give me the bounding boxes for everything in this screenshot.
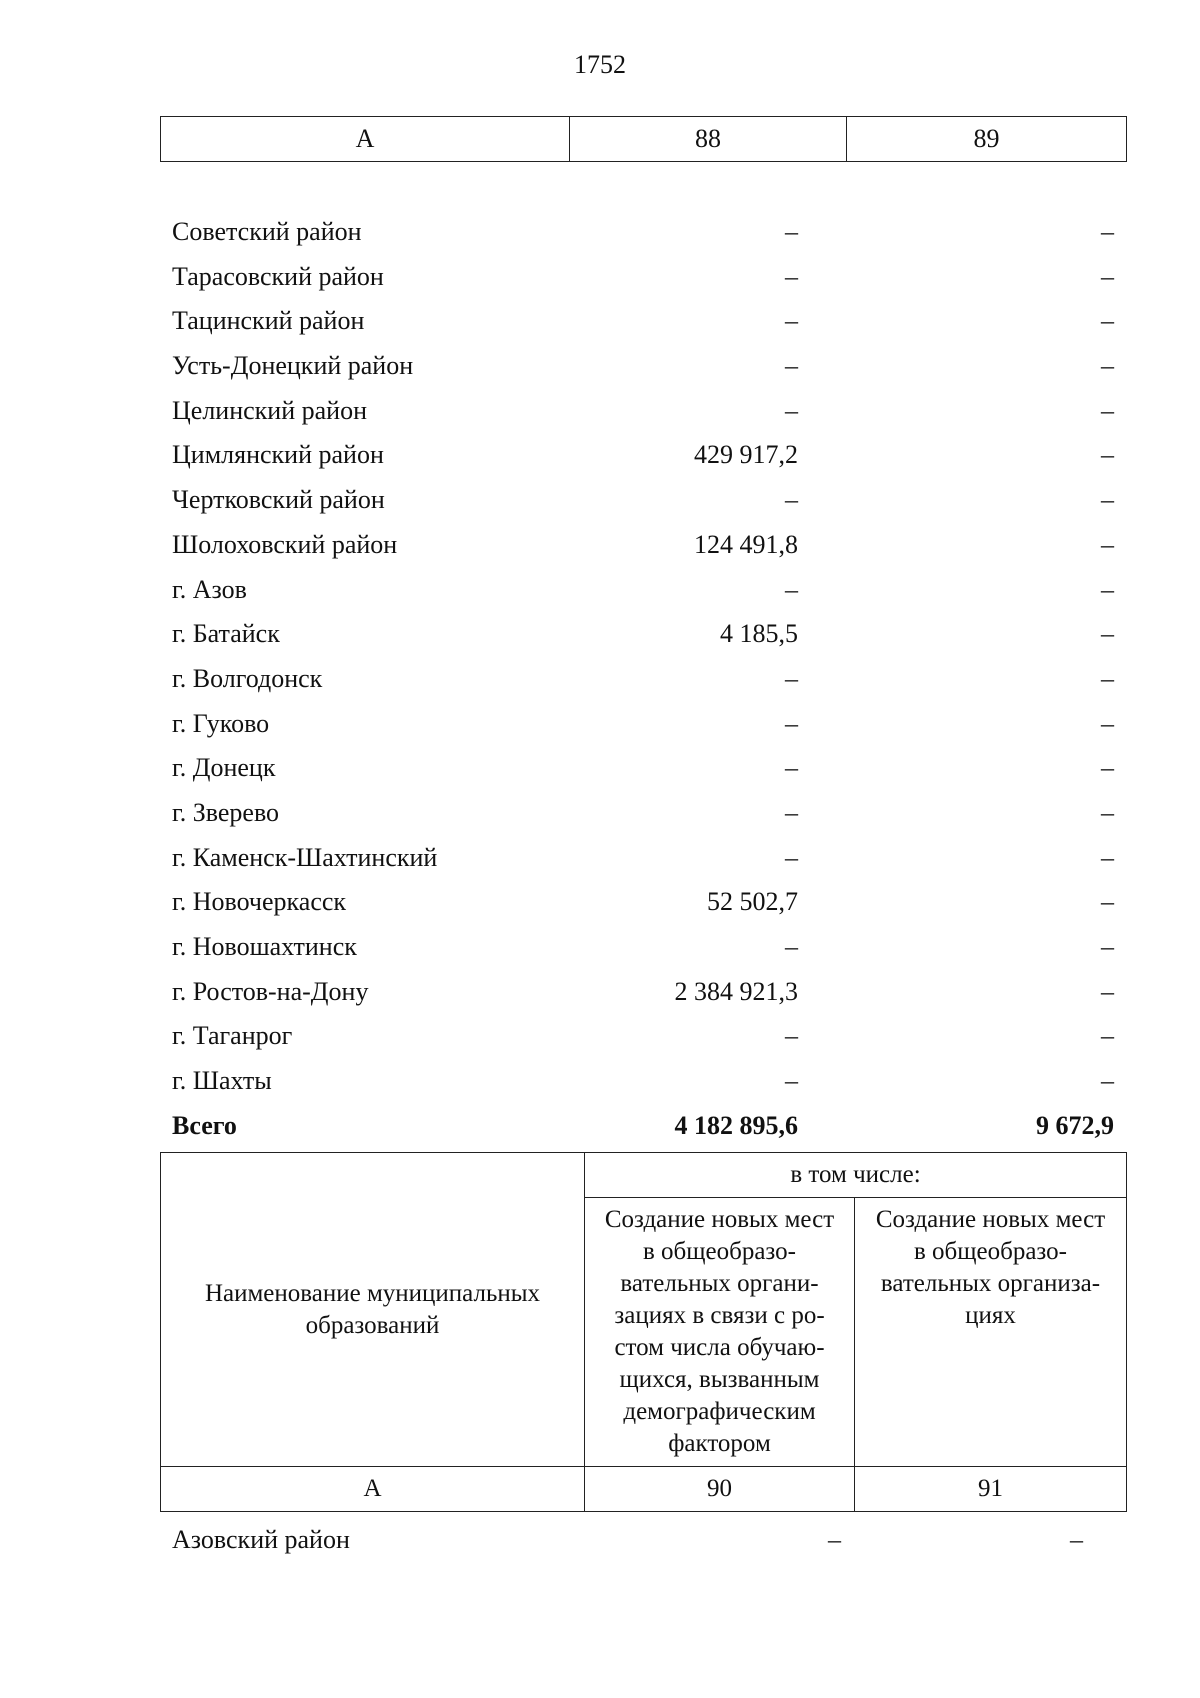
- row-value-89: –: [1101, 1021, 1114, 1051]
- municipality-name-header: Наименование муниципальных образований: [161, 1153, 585, 1467]
- row-value-88: –: [785, 1066, 798, 1096]
- row-name: г. Азов: [172, 574, 247, 604]
- row-name: г. Новошахтинск: [172, 932, 357, 961]
- row-value-88: –: [785, 1021, 798, 1051]
- table-row: [160, 657, 1126, 702]
- header-col-91: 91: [855, 1467, 1127, 1512]
- row-name: Тарасовский район: [172, 261, 384, 291]
- table-row: [160, 523, 1126, 568]
- row-name: Шолоховский район: [172, 529, 398, 559]
- header-col-90: 90: [585, 1467, 855, 1512]
- row-value-88: –: [785, 574, 798, 604]
- row-value-88: –: [785, 663, 798, 693]
- row-name: Чертковский район: [172, 485, 385, 515]
- row-name: г. Батайск: [172, 619, 280, 649]
- total-value-88: 4 182 895,6: [674, 1110, 798, 1140]
- new-places-header: Создание новых мест в общеобразо-вательных организа-циях: [855, 1198, 1127, 1467]
- row-value-89: –: [1101, 1066, 1114, 1096]
- row-value-88: –: [785, 932, 798, 961]
- header-col-88: 88: [570, 117, 847, 162]
- total-label: Всего: [172, 1110, 237, 1140]
- table-row: [160, 746, 1126, 791]
- table-row: [160, 255, 1126, 300]
- row-value-89: –: [1101, 395, 1114, 425]
- row-value-89: –: [1101, 797, 1114, 827]
- table-row: [160, 478, 1126, 523]
- row-value-89: –: [1101, 217, 1114, 246]
- row-value-88: –: [785, 842, 798, 872]
- table-row: [160, 568, 1126, 613]
- table-row: [160, 1059, 1126, 1104]
- table-row: [160, 210, 1126, 255]
- header-col-89: 89: [847, 117, 1127, 162]
- row-value-88: 4 185,5: [720, 619, 798, 649]
- row-value-89: –: [1101, 485, 1114, 515]
- table-row: [160, 925, 1126, 970]
- row-name: г. Донецк: [172, 753, 276, 783]
- row-value-89: –: [1101, 708, 1114, 738]
- table-row: [160, 702, 1126, 747]
- header-col-a: А: [161, 1467, 585, 1512]
- row-value-88: –: [785, 217, 798, 246]
- row-value-89: –: [1101, 351, 1114, 381]
- row-name: Целинский район: [172, 395, 367, 425]
- row-value-89: –: [1101, 663, 1114, 693]
- row-value-89: –: [1101, 261, 1114, 291]
- row-value-89: –: [1101, 842, 1114, 872]
- table-row: [160, 1014, 1126, 1059]
- row-value-89: –: [1101, 932, 1114, 961]
- row-name: г. Новочеркасск: [172, 887, 347, 917]
- total-row: [160, 1104, 1126, 1149]
- row-value-88: –: [785, 351, 798, 381]
- row-value-89: –: [1101, 574, 1114, 604]
- row-name: Советский район: [172, 217, 362, 246]
- table-row: [160, 836, 1126, 881]
- row-name: г. Каменск-Шахтинский: [172, 842, 438, 872]
- row-value-90: –: [828, 1525, 841, 1554]
- table-row: [160, 791, 1126, 836]
- table-row: [160, 880, 1126, 925]
- total-value-89: 9 672,9: [1036, 1110, 1114, 1140]
- header-col-a: А: [161, 117, 570, 162]
- row-name: Усть-Донецкий район: [172, 351, 414, 381]
- row-value-88: 52 502,7: [707, 887, 798, 917]
- row-name: Азовский район: [172, 1525, 350, 1554]
- row-value-88: –: [785, 485, 798, 515]
- row-name: Цимлянский район: [172, 440, 384, 470]
- row-value-89: –: [1101, 619, 1114, 649]
- row-name: г. Ростов-на-Дону: [172, 976, 369, 1006]
- row-value-89: –: [1101, 440, 1114, 470]
- table-row: [160, 433, 1126, 478]
- row-value-88: –: [785, 753, 798, 783]
- row-value-89: –: [1101, 529, 1114, 559]
- row-value-88: –: [785, 395, 798, 425]
- row-value-89: –: [1101, 976, 1114, 1006]
- row-name: г. Гуково: [172, 708, 270, 738]
- page-number: 1752: [574, 50, 626, 79]
- row-name: г. Волгодонск: [172, 663, 323, 693]
- table-row: [160, 1518, 1126, 1562]
- table-row: [160, 299, 1126, 344]
- row-value-89: –: [1101, 887, 1114, 917]
- data-rows: [160, 210, 1126, 1148]
- row-name: Тацинский район: [172, 306, 365, 336]
- row-value-88: –: [785, 261, 798, 291]
- row-value-88: 124 491,8: [694, 529, 798, 559]
- second-table-header: [160, 1152, 1127, 1512]
- including-header: в том числе:: [585, 1153, 1127, 1198]
- row-value-91: –: [1070, 1525, 1083, 1554]
- row-name: г. Таганрог: [172, 1021, 293, 1051]
- row-value-88: 429 917,2: [694, 440, 798, 470]
- demographic-places-header: Создание новых мест в общеобразо-вательных органи-зациях в связи с ро-стом числа обучаю-щихся, вызванным демографическим фактором: [585, 1198, 855, 1467]
- table-row: [160, 344, 1126, 389]
- row-name: г. Зверево: [172, 797, 280, 827]
- row-value-88: 2 384 921,3: [674, 976, 798, 1006]
- row-value-89: –: [1101, 753, 1114, 783]
- table-row: [160, 970, 1126, 1015]
- row-name: г. Шахты: [172, 1066, 272, 1096]
- table-row: [160, 389, 1126, 434]
- column-number-header: [160, 116, 1127, 162]
- row-value-88: –: [785, 708, 798, 738]
- table-row: [160, 612, 1126, 657]
- row-value-88: –: [785, 306, 798, 336]
- row-value-89: –: [1101, 306, 1114, 336]
- row-value-88: –: [785, 797, 798, 827]
